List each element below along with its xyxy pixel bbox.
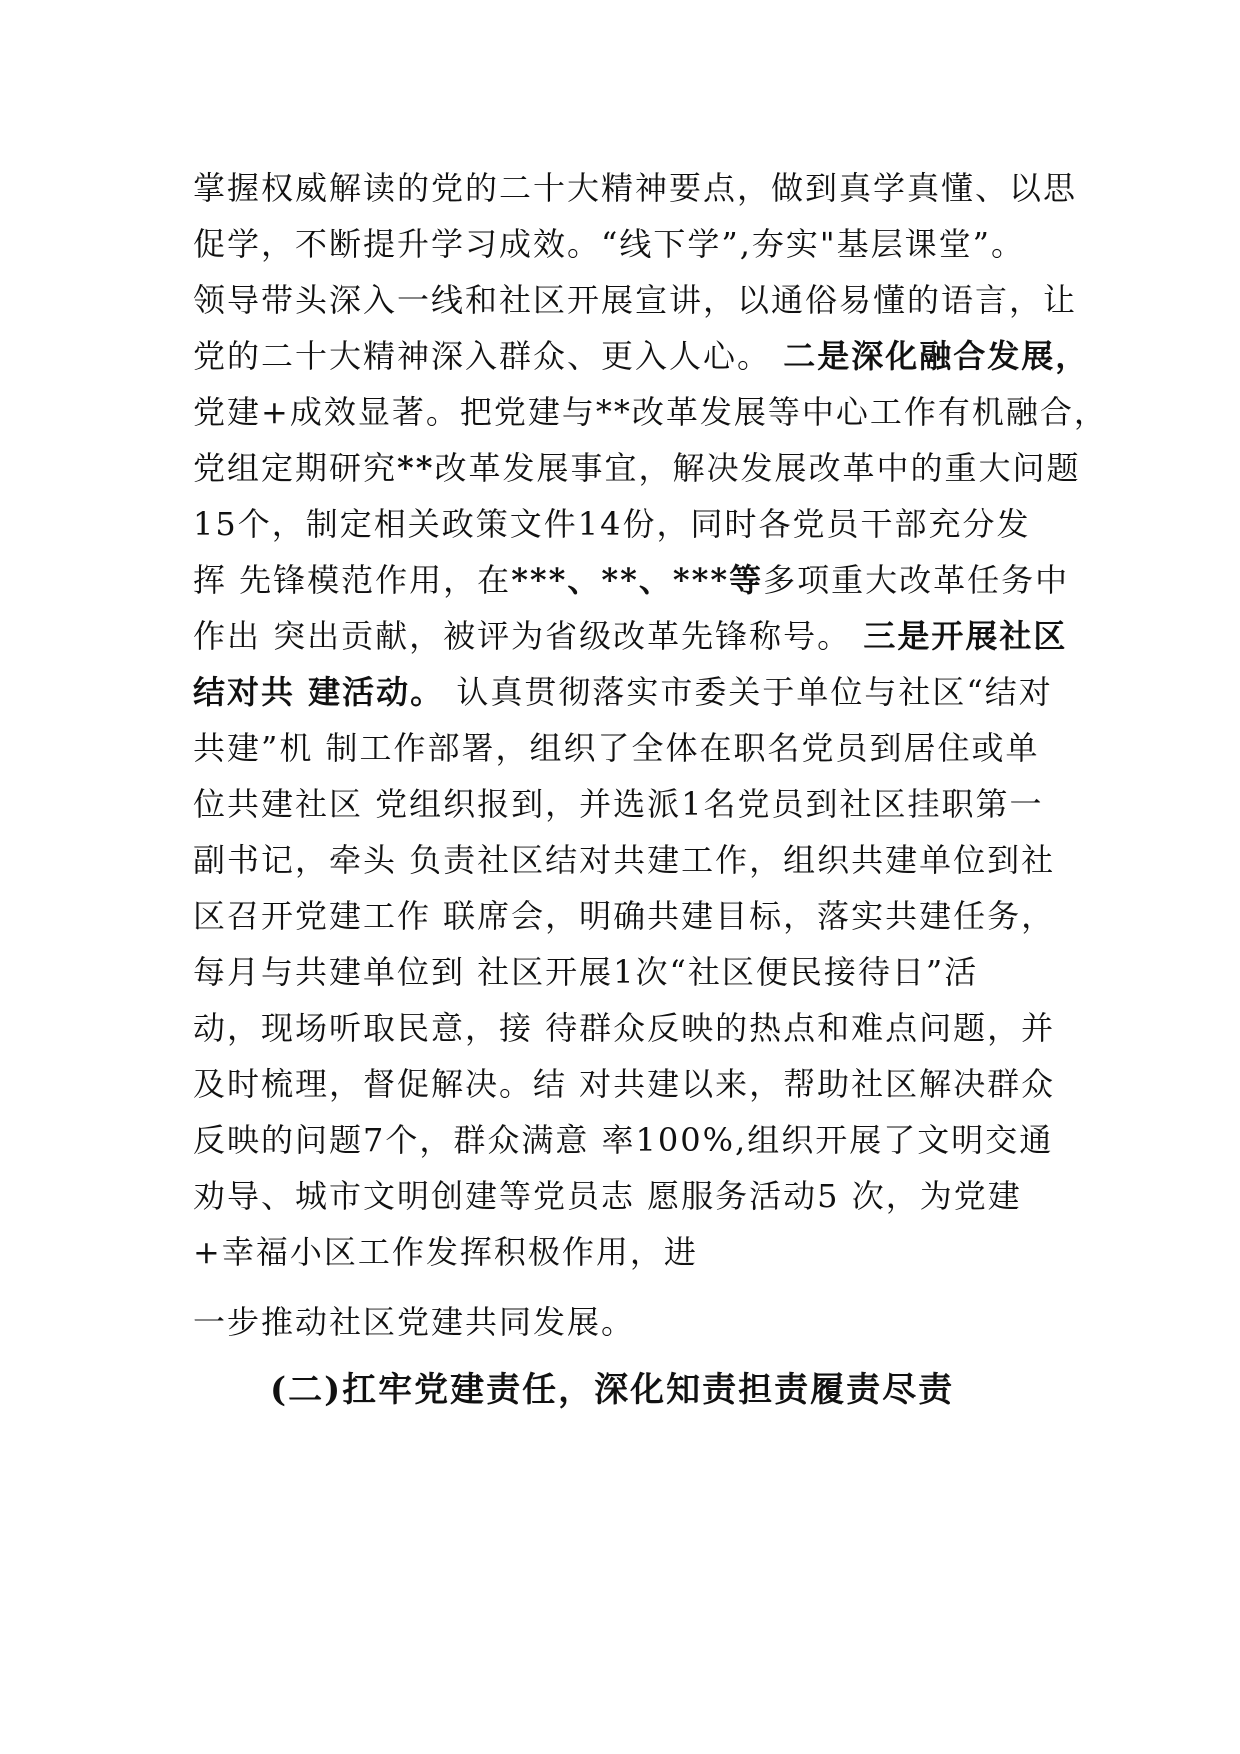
text-segment: 多项重大改革任务中 <box>763 561 1070 599</box>
text-segment: 党的二十大精神深入群众、更入人心。 <box>193 337 784 375</box>
text-segment: 劝导、城市文明创建等党员志 愿服务活动5 次，为党建 <box>193 1177 1022 1215</box>
text-segment: 共建”机 制工作部署，组织了全体在职名党员到居住或单 <box>193 729 1040 767</box>
text-segment: 作出 突出贡献，被评为省级改革先锋称号。 <box>193 617 864 655</box>
text-line <box>193 160 1078 216</box>
text-segment: 反映的问题7个，群众满意 率100%,组织开展了文明交通 <box>193 1121 1054 1159</box>
text-segment: 及时梳理，督促解决。结 对共建以来，帮助社区解决群众 <box>193 1065 1056 1103</box>
text-line <box>193 1294 1073 1350</box>
text-segment: 动，现场听取民意，接 待群众反映的热点和难点问题，并 <box>193 1009 1056 1047</box>
text-segment: 一步推动社区党建共同发展。 <box>193 1303 636 1341</box>
text-line <box>193 1168 1073 1224</box>
text-segment: 挥 先锋模范作用，在 <box>193 561 512 599</box>
text-line <box>193 384 1108 440</box>
text-segment: 副书记，牵头 负责社区结对共建工作，组织共建单位到社 <box>193 841 1056 879</box>
text-segment: 15个，制定相关政策文件14份，同时各党员干部充分发 <box>193 505 1031 543</box>
text-line <box>193 608 1073 664</box>
text-line <box>193 1224 1073 1280</box>
text-line <box>193 552 1073 608</box>
text-segment: +幸福小区工作发挥积极作用，进 <box>193 1233 698 1271</box>
text-line <box>193 496 1073 552</box>
text-segment: 改革发展事宜，解决发展改革中的重大问题 <box>434 449 1081 487</box>
text-line <box>193 328 1090 384</box>
section-heading: (二)扛牢党建责任，深化知责担责履责尽责 <box>270 1370 955 1410</box>
body-text <box>193 160 1108 1350</box>
bold-text: ***、**、***等 <box>511 561 764 599</box>
text-line <box>193 1000 1073 1056</box>
text-line <box>193 776 1073 832</box>
bold-text: ** <box>397 449 435 487</box>
text-segment: 认真贯彻落实市委关于单位与社区“结对 <box>444 673 1053 711</box>
bold-text: 结对共 建活动。 <box>193 673 445 711</box>
text-line <box>193 888 1073 944</box>
text-line <box>193 216 1073 272</box>
text-segment: 每月与共建单位到 社区开展1次“社区便民接待日”活 <box>193 953 979 991</box>
text-segment: 促学，不断提升学习成效。“线下学”,夯实"基层课堂”。 <box>193 225 1025 263</box>
text-segment: 领导带头深入一线和社区开展宣讲，以通俗易懂的语言，让 <box>193 281 1078 319</box>
bold-text: 二是深化融合发展， <box>783 337 1090 375</box>
text-segment: 区召开党建工作 联席会，明确共建目标，落实共建任务， <box>193 897 1056 935</box>
bold-text: 三是开展社区 <box>863 617 1068 655</box>
text-line <box>193 272 1078 328</box>
text-segment: 位共建社区 党组织报到，并选派1名党员到社区挂职第一 <box>193 785 1044 823</box>
text-segment: 党组定期研究 <box>193 449 398 487</box>
text-line <box>193 720 1073 776</box>
text-segment: 掌握权威解读的党的二十大精神要点，做到真学真懂、以思 <box>193 169 1078 207</box>
text-segment: 党建+成效显著。把党建与**改革发展等中心工作有机融合， <box>193 393 1108 431</box>
text-line <box>193 664 1073 720</box>
text-line <box>193 832 1073 888</box>
text-line <box>193 440 1081 496</box>
text-line <box>193 944 1073 1000</box>
text-line <box>193 1056 1073 1112</box>
text-line <box>193 1112 1073 1168</box>
